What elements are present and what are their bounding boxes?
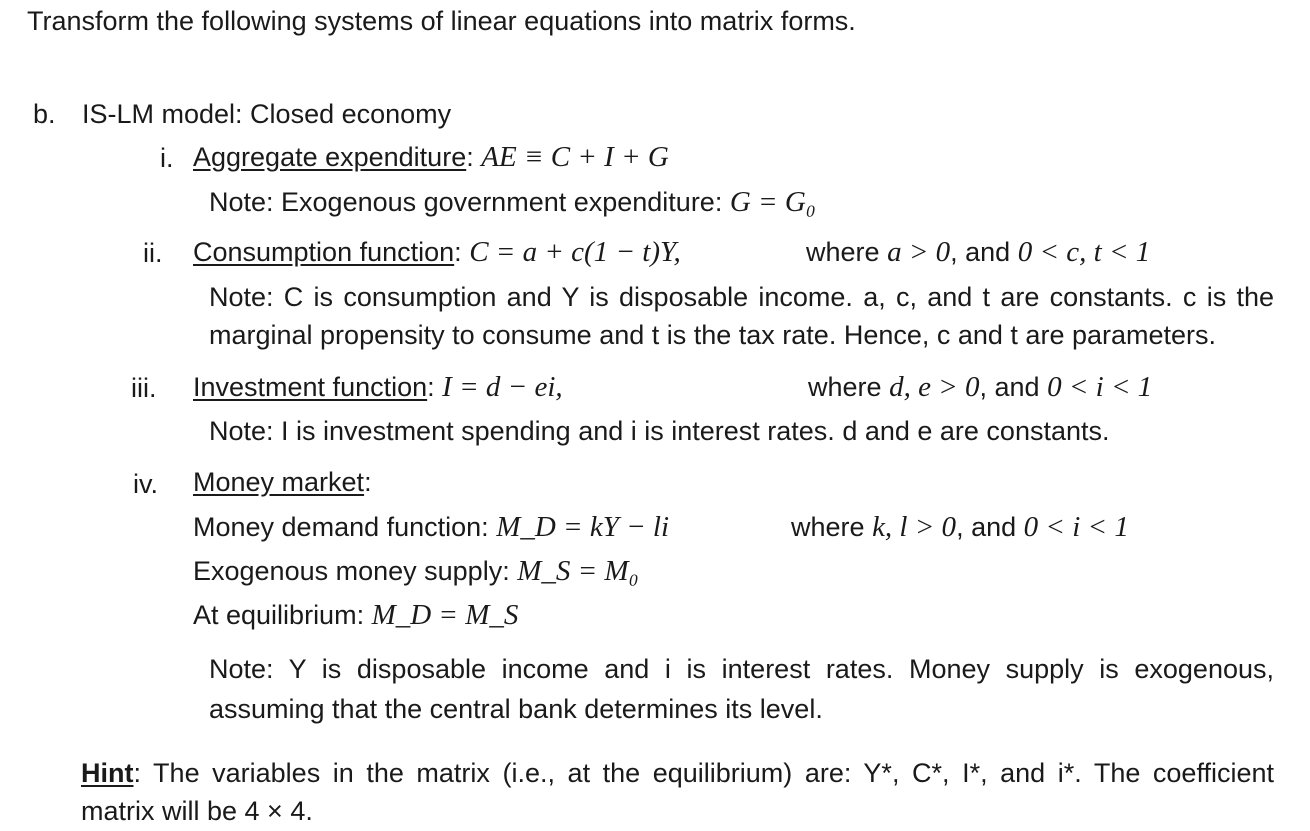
item-ii-condition-2: 0 < c, t < 1: [1017, 236, 1151, 268]
item-ii-where: where: [806, 237, 880, 267]
government-expenditure-equation: G = G₀: [729, 186, 816, 218]
equilibrium-equation: M_D = M_S: [371, 599, 519, 631]
hint-text-1: : The variables in the matrix (i.e., at the equilibrium) are: Y*, C*, I*, and i*. The coefficient: [133, 758, 1274, 788]
item-iii-and: , and: [979, 372, 1048, 402]
item-ii-and: , and: [950, 237, 1018, 267]
aggregate-expenditure-equation: AE ≡ C + I + G: [481, 141, 669, 173]
hint-label: Hint: [81, 758, 134, 788]
item-i-colon: :: [466, 142, 474, 172]
item-i-note-text: Note: Exogenous government expenditure:: [209, 187, 730, 217]
investment-equation: I = d − ei,: [442, 371, 563, 403]
part-b-marker: b.: [33, 99, 56, 129]
item-ii-condition-1: a > 0: [887, 236, 951, 268]
hint-line-2: matrix will be 4 × 4.: [81, 796, 313, 826]
item-iii-where: where: [808, 372, 882, 402]
money-supply-line: [193, 555, 639, 588]
part-b-title: IS-LM model: Closed economy: [82, 99, 452, 129]
money-demand-equation: M_D = kY − li: [496, 511, 670, 543]
item-ii-note-line-2: marginal propensity to consume and t is the tax rate. Hence, c and t are parameters.: [209, 320, 1217, 350]
item-iii-numeral: iii.: [131, 373, 157, 403]
equilibrium-label: At equilibrium:: [193, 600, 372, 630]
item-i-heading: Aggregate expenditure: [193, 142, 467, 172]
money-supply-label: Exogenous money supply:: [193, 556, 518, 586]
equilibrium-line: [193, 599, 518, 632]
item-iv-colon: :: [364, 467, 372, 497]
item-ii-numeral: ii.: [143, 238, 163, 268]
item-ii-condition: [806, 236, 1150, 269]
item-iv-line: [193, 467, 372, 498]
item-iv-condition-2: 0 < i < 1: [1023, 511, 1129, 543]
item-ii-line: [193, 236, 681, 269]
item-iv-and: , and: [956, 512, 1024, 542]
item-iv-heading: Money market: [193, 467, 365, 497]
item-iv-note-line-1: Note: Y is disposable income and i is interest rates. Money supply is exogenous,: [209, 654, 1274, 684]
item-i-numeral: i.: [160, 143, 174, 173]
item-iii-condition-1: d, e > 0: [889, 371, 980, 403]
item-iv-where: where: [791, 512, 865, 542]
item-ii-colon: :: [454, 237, 462, 267]
money-demand-line: [193, 511, 669, 544]
item-iii-condition-2: 0 < i < 1: [1047, 371, 1153, 403]
item-iii-colon: :: [427, 372, 435, 402]
money-demand-label: Money demand function:: [193, 512, 497, 542]
item-ii-note-line-1: Note: C is consumption and Y is disposable income. a, c, and t are constants. c is the: [209, 282, 1274, 312]
item-iv-note-line-2: assuming that the central bank determines its level.: [209, 694, 823, 724]
item-iii-line: [193, 371, 563, 404]
item-ii-heading: Consumption function: [193, 237, 455, 267]
money-supply-equation: M_S = M₀: [517, 555, 639, 587]
item-iii-note: Note: I is investment spending and i is interest rates. d and e are constants.: [209, 416, 1110, 446]
item-iv-condition: [791, 511, 1129, 544]
instruction-text: Transform the following systems of linear equations into matrix forms.: [27, 6, 856, 36]
item-iii-condition: [808, 371, 1152, 404]
item-i-note: [209, 186, 816, 219]
item-iv-numeral: iv.: [133, 469, 158, 499]
item-iii-heading: Investment function: [193, 372, 428, 402]
consumption-equation: C = a + c(1 − t)Y,: [469, 236, 681, 268]
item-iv-condition-1: k, l > 0: [872, 511, 957, 543]
item-i-line: [193, 141, 669, 174]
hint-line-1: [81, 758, 1274, 789]
